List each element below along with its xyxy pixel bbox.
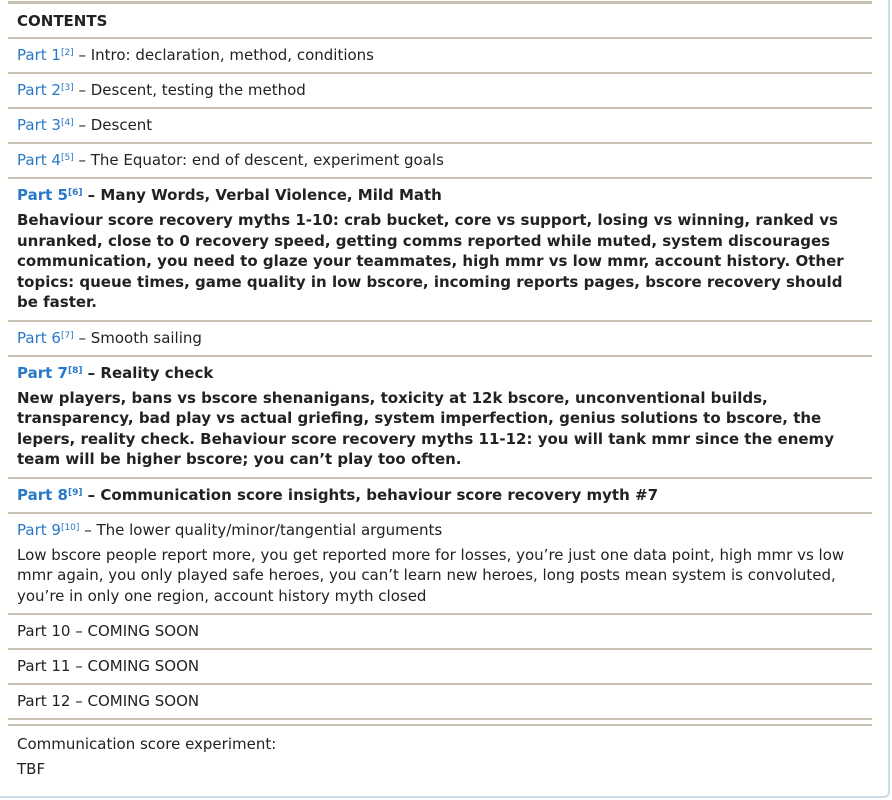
part-line xyxy=(17,520,863,540)
part-title: The lower quality/minor/tangential arguments xyxy=(96,520,443,539)
part-link[interactable]: Part 4 xyxy=(17,151,61,169)
contents-row xyxy=(8,109,872,142)
part-link[interactable]: Part 2 xyxy=(17,81,61,99)
footnote-ref[interactable]: [9] xyxy=(67,487,83,498)
part-title: Descent, testing the method xyxy=(90,81,306,99)
contents-row xyxy=(8,322,872,355)
contents-heading: CONTENTS xyxy=(17,12,108,30)
separator: – xyxy=(73,328,91,347)
contents-row xyxy=(8,39,872,72)
part-description: Behaviour score recovery myths 1-10: crab bucket, core vs support, losing vs winning, ranked vs unranked, close to 0 recovery speed, getting comms reported while muted, system discourages communication, you need to glaze your teammates, high mmr vs low mmr, account history. Other topics: queue times, game quality in low bscore, incoming reports pages, bscore recovery should be faster. xyxy=(17,211,844,311)
part-link[interactable]: Part 8 xyxy=(17,485,68,504)
footnote-ref[interactable]: [4] xyxy=(60,118,74,128)
part-title: Descent xyxy=(90,116,153,134)
divider xyxy=(8,718,872,720)
part-link[interactable]: Part 9 xyxy=(17,520,61,539)
coming-list xyxy=(8,615,872,720)
separator: – xyxy=(82,186,101,204)
contents-row xyxy=(8,144,872,177)
part-description: Low bscore people report more, you get reported more for losses, you’re just one data point, high mmr vs low mmr again, you only played safe heroes, you can’t learn new heroes, long posts mean system is convoluted, you’re in only one region, account history myth closed xyxy=(17,545,845,605)
coming-soon-row: Part 10 – COMING SOON xyxy=(17,622,200,640)
contents-table xyxy=(8,0,872,786)
part-line xyxy=(17,363,863,383)
footnote-ref[interactable]: [2] xyxy=(60,48,74,58)
part-link[interactable]: Part 1 xyxy=(17,46,61,64)
part-title: Communication score insights, behaviour score recovery myth #7 xyxy=(100,485,659,504)
part-line xyxy=(17,80,863,100)
part-title: The Equator: end of descent, experiment goals xyxy=(90,151,444,169)
footnote-ref[interactable]: [5] xyxy=(60,153,74,163)
part-line xyxy=(17,150,863,170)
separator: – xyxy=(73,81,91,99)
experiment-label: Communication score experiment: xyxy=(17,735,277,753)
separator: – xyxy=(82,363,101,382)
coming-soon-row: Part 12 – COMING SOON xyxy=(17,692,200,710)
footnote-ref[interactable]: [6] xyxy=(67,188,83,198)
footnote-ref[interactable]: [8] xyxy=(67,365,83,376)
part-line xyxy=(17,45,863,65)
experiment-value: TBF xyxy=(17,760,46,778)
part-description: New players, bans vs bscore shenanigans, toxicity at 12k bscore, unconventional builds, transparency, bad play vs actual griefing, system imperfection, genius solutions to bscore, the lepers, reality check. Behaviour score recovery myths 11-12: you will tank mmr since the enemy team will be higher bscore; you can’t play too often. xyxy=(17,388,834,468)
part-title: Many Words, Verbal Violence, Mild Math xyxy=(100,186,442,204)
part-title: Intro: declaration, method, conditions xyxy=(90,46,374,64)
footnote-ref[interactable]: [10] xyxy=(60,522,80,533)
contents-row xyxy=(8,74,872,107)
part-link[interactable]: Part 5 xyxy=(17,186,68,204)
contents-row xyxy=(8,357,872,477)
part-line xyxy=(17,115,863,135)
separator: – xyxy=(82,485,101,504)
part-link[interactable]: Part 6 xyxy=(17,328,61,347)
separator: – xyxy=(73,116,91,134)
experiment-row xyxy=(8,726,872,786)
coming-soon-row: Part 11 – COMING SOON xyxy=(17,657,200,675)
part-line xyxy=(17,328,863,348)
separator: – xyxy=(73,151,91,169)
contents-row xyxy=(8,479,872,512)
part-line xyxy=(17,185,863,205)
part-line xyxy=(17,485,863,505)
separator: – xyxy=(79,520,97,539)
part-title: Smooth sailing xyxy=(90,328,202,347)
contents-row xyxy=(8,179,872,320)
part-title: Reality check xyxy=(100,363,214,382)
part-link[interactable]: Part 3 xyxy=(17,116,61,134)
footnote-ref[interactable]: [3] xyxy=(60,83,74,93)
part-link[interactable]: Part 7 xyxy=(17,363,68,382)
separator: – xyxy=(73,46,91,64)
parts-list xyxy=(8,39,872,615)
footnote-ref[interactable]: [7] xyxy=(60,330,74,341)
contents-row xyxy=(8,514,872,614)
